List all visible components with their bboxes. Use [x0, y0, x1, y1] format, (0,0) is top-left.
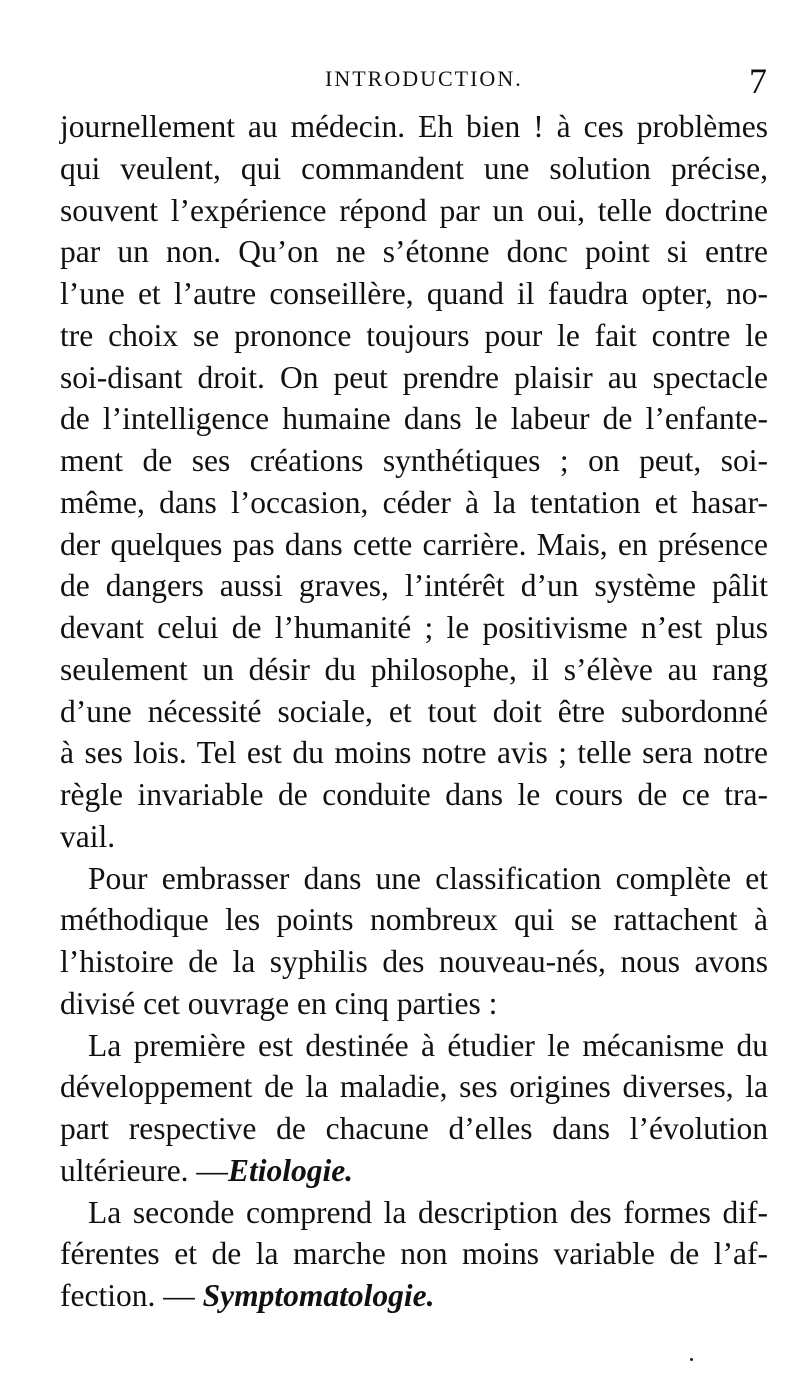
page-header	[60, 61, 767, 101]
text-line: à ses lois. Tel est du moins notre avis ; telle sera notre	[60, 735, 768, 771]
text-line: journellement au médecin. Eh bien ! à ces problèmes	[60, 109, 768, 144]
text-line: der quelques pas dans cette carrière. Mais, en présence	[60, 526, 768, 562]
page-number: 7	[749, 61, 767, 101]
text-line: part respective de chacune d’elles dans l’évolution	[60, 1111, 768, 1146]
text-line: soi-disant droit. On peut prendre plaisir au spectacle	[60, 359, 768, 395]
text-line: l’histoire de la syphilis des nouveau-nés, nous avons	[60, 944, 768, 979]
text-line: de l’intelligence humaine dans le labeur de l’enfante-	[60, 401, 768, 437]
text-line-lead: fection. —	[60, 1278, 195, 1313]
text-line: règle invariable de conduite dans le cours de ce tra-	[60, 777, 768, 812]
text-line: l’une et l’autre conseillère, quand il faudra opter, no-	[60, 276, 768, 311]
text-line: ment de ses créations synthétiques ; on peut, soi-	[60, 443, 768, 478]
text-line: souvent l’expérience répond par un oui, telle doctrine	[60, 192, 768, 228]
text-line: méthodique les points nombreux qui se rattachent à	[60, 902, 768, 938]
text-line: seulement un désir du philosophe, il s’élève au rang	[60, 651, 768, 687]
body-text	[60, 106, 768, 1317]
text-line: d’une nécessité sociale, et tout doit être subordonné	[60, 693, 768, 729]
text-line: par un non. Qu’on ne s’étonne donc point si entre	[60, 234, 768, 270]
text-line: devant celui de l’humanité ; le positivisme n’est plus	[60, 610, 768, 645]
text-line-lead: ultérieure. —	[60, 1152, 228, 1188]
section-name-symptomatologie: Symptomatologie.	[202, 1278, 435, 1313]
text-line: divisé cet ouvrage en cinq parties :	[60, 985, 498, 1021]
text-line: férentes et de la marche non moins variable de l’af-	[60, 1236, 768, 1272]
text-line: de dangers aussi graves, l’intérêt d’un système pâlit	[60, 568, 768, 604]
printing-speck	[690, 1358, 693, 1361]
text-line: développement de la maladie, ses origines diverses, la	[60, 1069, 768, 1105]
text-line: qui veulent, qui commandent une solution précise,	[60, 150, 768, 186]
text-line: tre choix se prononce toujours pour le fait contre le	[60, 317, 768, 353]
text-line: vail.	[60, 818, 116, 854]
text-line: La première est destinée à étudier le mécanisme du	[88, 1027, 768, 1063]
section-name-etiologie: Etiologie.	[227, 1152, 354, 1188]
running-title: INTRODUCTION.	[325, 66, 523, 91]
text-line: Pour embrasser dans une classification complète et	[88, 860, 768, 896]
text-line	[60, 1150, 768, 1192]
text-line: même, dans l’occasion, céder à la tentation et hasar-	[60, 484, 768, 520]
text-line: La seconde comprend la description des formes dif-	[88, 1194, 768, 1230]
text-line	[60, 1275, 768, 1317]
